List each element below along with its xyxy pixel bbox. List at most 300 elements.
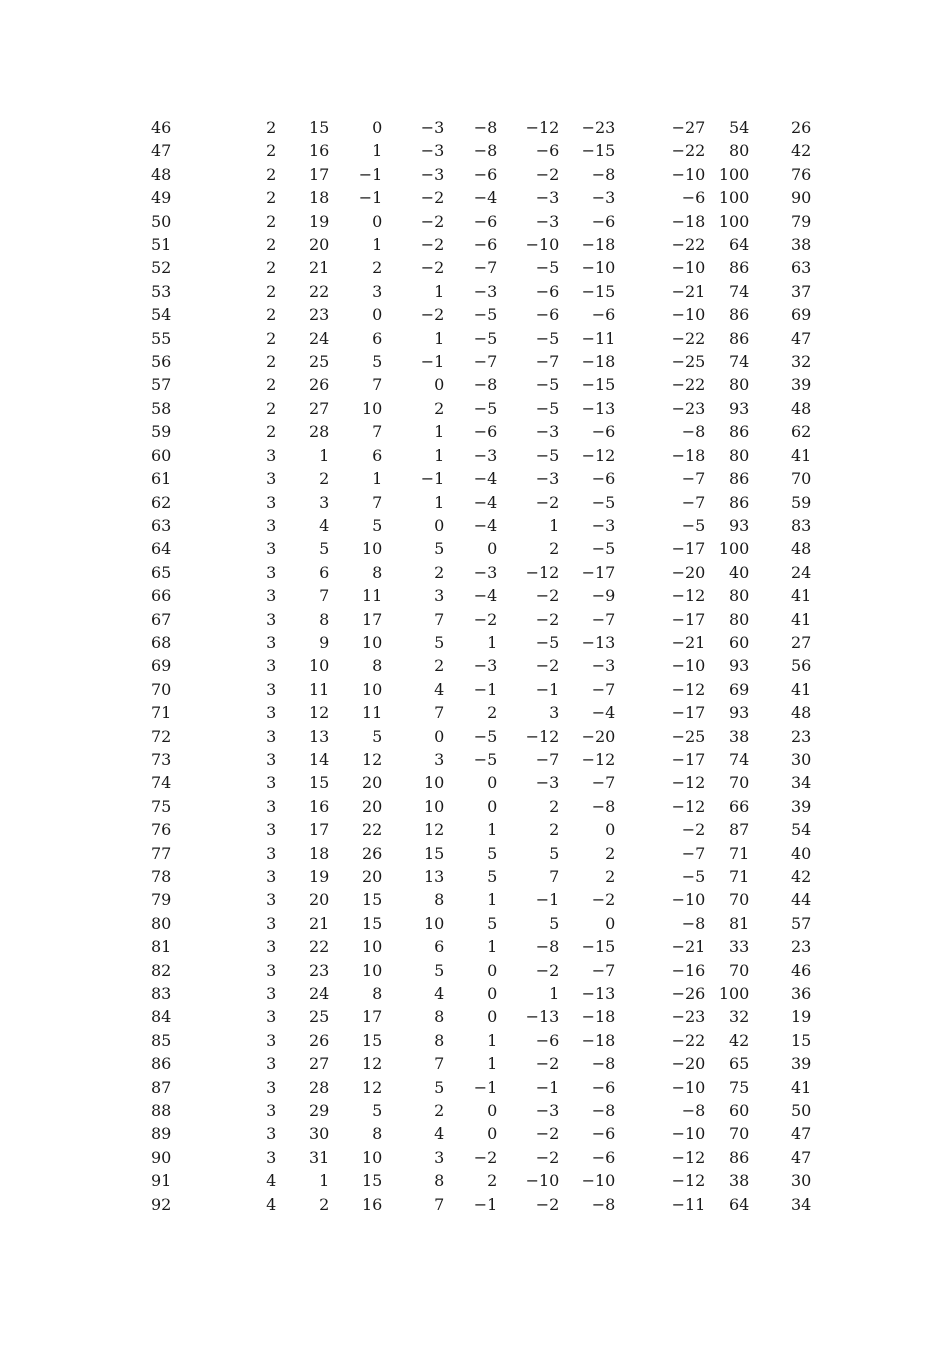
table-cell: 3: [434, 586, 445, 606]
table-cell: 2: [487, 1171, 498, 1191]
table-cell: −1: [473, 1077, 498, 1097]
table-cell: 2: [266, 422, 277, 442]
table-cell: 0: [605, 820, 616, 840]
table-cell: 38: [729, 726, 750, 746]
table-cell: 59: [151, 422, 172, 442]
table-cell: −2: [535, 609, 560, 629]
table-cell: 30: [309, 1124, 330, 1144]
table-cell: 81: [729, 913, 750, 933]
table-cell: 8: [434, 890, 445, 910]
table-cell: −2: [420, 211, 445, 231]
table-cell: 1: [434, 281, 445, 301]
table-cell: −8: [591, 1194, 616, 1214]
table-cell: −2: [535, 656, 560, 676]
table-cell: 26: [791, 118, 812, 137]
table-row: [0, 280, 811, 303]
table-cell: 12: [362, 1077, 383, 1097]
table-cell: 42: [791, 867, 812, 886]
table-cell: 3: [266, 1007, 277, 1027]
table-cell: −3: [535, 1101, 560, 1121]
table-cell: −8: [535, 937, 560, 957]
table-cell: 0: [605, 913, 616, 933]
table-cell: 70: [151, 679, 172, 699]
table-cell: 12: [362, 1054, 383, 1074]
table-cell: −12: [525, 562, 560, 582]
table-cell: 32: [791, 352, 812, 372]
table-cell: 54: [729, 118, 750, 137]
table-cell: 60: [729, 632, 750, 652]
table-cell: −1: [420, 352, 445, 372]
table-cell: −10: [671, 305, 706, 325]
table-cell: 2: [319, 469, 330, 489]
table-cell: 50: [791, 1101, 812, 1121]
table-cell: 0: [487, 1124, 498, 1144]
table-row: [0, 678, 811, 701]
table-cell: 2: [549, 796, 560, 816]
table-cell: 0: [487, 773, 498, 793]
table-cell: 1: [319, 445, 330, 465]
table-cell: 25: [309, 352, 330, 372]
table-cell: 5: [372, 726, 383, 746]
table-cell: 2: [487, 703, 498, 723]
table-cell: 46: [791, 960, 812, 980]
table-cell: 3: [372, 281, 383, 301]
table-cell: −1: [358, 164, 383, 184]
table-cell: 20: [309, 235, 330, 255]
table-cell: 93: [729, 515, 750, 535]
table-cell: 55: [151, 328, 172, 348]
table-cell: 4: [266, 1171, 277, 1191]
table-cell: 8: [434, 1007, 445, 1027]
table-cell: 80: [151, 913, 172, 933]
table-cell: −5: [473, 749, 498, 769]
table-cell: 5: [434, 539, 445, 559]
table-cell: 3: [266, 469, 277, 489]
table-cell: −3: [420, 141, 445, 161]
table-cell: −18: [671, 211, 706, 231]
table-cell: 100: [718, 539, 750, 559]
table-cell: 20: [362, 867, 383, 886]
table-cell: −12: [581, 445, 616, 465]
table-cell: −8: [681, 913, 706, 933]
table-cell: 48: [791, 703, 812, 723]
table-cell: −3: [535, 188, 560, 208]
table-cell: −13: [581, 632, 616, 652]
table-cell: 86: [729, 305, 750, 325]
table-cell: 23: [791, 937, 812, 957]
table-cell: 24: [791, 562, 812, 582]
table-cell: −2: [420, 235, 445, 255]
table-cell: 86: [729, 258, 750, 278]
table-cell: −21: [671, 281, 706, 301]
table-row: [0, 233, 811, 256]
table-cell: 3: [266, 586, 277, 606]
table-cell: 5: [372, 352, 383, 372]
table-cell: −6: [681, 188, 706, 208]
table-cell: 38: [791, 235, 812, 255]
table-cell: −18: [581, 235, 616, 255]
table-cell: 42: [729, 1030, 750, 1050]
table-cell: −6: [535, 281, 560, 301]
table-cell: 7: [434, 609, 445, 629]
table-cell: −22: [671, 141, 706, 161]
table-cell: 70: [729, 960, 750, 980]
table-cell: 69: [729, 679, 750, 699]
table-row: [0, 842, 811, 865]
table-cell: −5: [535, 375, 560, 395]
table-cell: −25: [671, 726, 706, 746]
table-cell: 1: [319, 1171, 330, 1191]
table-cell: −13: [525, 1007, 560, 1027]
table-cell: 10: [424, 773, 445, 793]
table-cell: 40: [791, 843, 812, 863]
table-cell: 3: [266, 679, 277, 699]
table-cell: −7: [591, 679, 616, 699]
table-cell: 12: [309, 703, 330, 723]
table-cell: −6: [473, 235, 498, 255]
table-row: [0, 888, 811, 911]
table-cell: 3: [266, 796, 277, 816]
table-cell: 8: [372, 1124, 383, 1144]
table-cell: −6: [591, 1147, 616, 1167]
table-row: [0, 818, 811, 841]
table-row: [0, 1029, 811, 1052]
table-cell: −3: [535, 422, 560, 442]
table-cell: 11: [362, 586, 383, 606]
table-cell: 3: [266, 1030, 277, 1050]
table-cell: 1: [487, 632, 498, 652]
table-row: [0, 865, 811, 888]
table-cell: 3: [266, 632, 277, 652]
table-cell: 91: [151, 1171, 172, 1191]
table-cell: 11: [362, 703, 383, 723]
table-cell: 1: [434, 445, 445, 465]
table-cell: 15: [362, 890, 383, 910]
table-cell: 79: [151, 890, 172, 910]
table-cell: −2: [535, 164, 560, 184]
table-cell: 30: [791, 749, 812, 769]
table-cell: −8: [591, 164, 616, 184]
table-cell: 47: [791, 328, 812, 348]
table-cell: 4: [434, 984, 445, 1004]
table-cell: 3: [266, 703, 277, 723]
table-cell: 2: [549, 539, 560, 559]
table-cell: 7: [434, 703, 445, 723]
table-cell: −17: [581, 562, 616, 582]
table-cell: 72: [151, 726, 172, 746]
table-row: [0, 116, 811, 139]
table-cell: −15: [581, 281, 616, 301]
table-cell: −12: [671, 796, 706, 816]
table-cell: 49: [151, 188, 172, 208]
table-cell: 7: [319, 586, 330, 606]
table-cell: 4: [434, 1124, 445, 1144]
table-cell: −7: [681, 492, 706, 512]
table-cell: 80: [729, 141, 750, 161]
table-cell: 6: [319, 562, 330, 582]
table-cell: 1: [487, 820, 498, 840]
table-cell: 15: [309, 118, 330, 137]
table-cell: −18: [581, 1007, 616, 1027]
table-cell: 76: [791, 164, 812, 184]
table-cell: 1: [434, 422, 445, 442]
table-cell: 11: [309, 679, 330, 699]
table-cell: 0: [434, 515, 445, 535]
table-cell: −5: [591, 539, 616, 559]
table-cell: 2: [266, 211, 277, 231]
table-cell: 23: [309, 305, 330, 325]
table-cell: −23: [671, 398, 706, 418]
table-cell: 2: [434, 398, 445, 418]
table-cell: 6: [372, 328, 383, 348]
table-cell: −5: [535, 632, 560, 652]
table-cell: −15: [581, 141, 616, 161]
table-cell: 3: [266, 937, 277, 957]
table-cell: 15: [791, 1030, 812, 1050]
table-cell: −3: [591, 188, 616, 208]
table-cell: −22: [671, 1030, 706, 1050]
table-cell: −6: [535, 1030, 560, 1050]
table-cell: −2: [535, 586, 560, 606]
table-row: [0, 327, 811, 350]
table-cell: 3: [434, 749, 445, 769]
table-cell: 3: [266, 515, 277, 535]
table-row: [0, 373, 811, 396]
table-row: [0, 748, 811, 771]
table-cell: 59: [791, 492, 812, 512]
table-cell: 38: [729, 1171, 750, 1191]
table-cell: 83: [791, 515, 812, 535]
table-cell: 18: [309, 188, 330, 208]
table-cell: 1: [549, 515, 560, 535]
table-cell: 1: [549, 984, 560, 1004]
table-cell: −3: [535, 773, 560, 793]
table-cell: 74: [729, 749, 750, 769]
table-cell: 2: [549, 820, 560, 840]
table-cell: −3: [591, 515, 616, 535]
table-cell: −2: [535, 1124, 560, 1144]
table-cell: −10: [671, 890, 706, 910]
table-cell: −23: [671, 1007, 706, 1027]
table-cell: 80: [729, 445, 750, 465]
table-cell: −21: [671, 937, 706, 957]
table-cell: 24: [309, 328, 330, 348]
table-cell: −8: [591, 796, 616, 816]
table-cell: 42: [791, 141, 812, 161]
table-cell: 77: [151, 843, 172, 863]
table-cell: −2: [473, 1147, 498, 1167]
table-cell: 2: [266, 281, 277, 301]
table-cell: 48: [151, 164, 172, 184]
table-cell: 3: [266, 609, 277, 629]
table-cell: −26: [671, 984, 706, 1004]
table-cell: 65: [729, 1054, 750, 1074]
table-cell: 90: [151, 1147, 172, 1167]
table-cell: 7: [434, 1054, 445, 1074]
table-cell: 22: [309, 937, 330, 957]
table-cell: −3: [591, 656, 616, 676]
table-cell: 0: [372, 118, 383, 137]
table-cell: 75: [151, 796, 172, 816]
table-cell: 0: [434, 375, 445, 395]
table-cell: 2: [319, 1194, 330, 1214]
table-cell: −7: [473, 352, 498, 372]
table-cell: 41: [791, 1077, 812, 1097]
table-cell: 88: [151, 1101, 172, 1121]
table-row: [0, 1193, 811, 1216]
table-cell: −2: [681, 820, 706, 840]
table-cell: 26: [362, 843, 383, 863]
table-cell: −5: [535, 445, 560, 465]
table-cell: 3: [266, 539, 277, 559]
table-cell: 13: [424, 867, 445, 886]
table-cell: −12: [671, 1171, 706, 1191]
table-cell: −3: [535, 211, 560, 231]
table-cell: −3: [473, 445, 498, 465]
table-cell: 5: [434, 632, 445, 652]
table-cell: −20: [581, 726, 616, 746]
table-cell: −6: [535, 141, 560, 161]
table-cell: −13: [581, 398, 616, 418]
table-cell: 7: [549, 867, 560, 886]
table-row: [0, 1076, 811, 1099]
table-cell: 22: [309, 281, 330, 301]
table-cell: −15: [581, 375, 616, 395]
table-cell: −10: [525, 235, 560, 255]
table-cell: 10: [362, 679, 383, 699]
table-cell: 14: [309, 749, 330, 769]
table-cell: 47: [791, 1124, 812, 1144]
table-cell: 87: [151, 1077, 172, 1097]
table-cell: 27: [791, 632, 812, 652]
table-cell: −7: [473, 258, 498, 278]
table-cell: 29: [309, 1101, 330, 1121]
table-cell: 4: [319, 515, 330, 535]
table-cell: 86: [151, 1054, 172, 1074]
table-cell: 86: [729, 328, 750, 348]
table-cell: −4: [473, 188, 498, 208]
table-cell: 0: [487, 539, 498, 559]
table-cell: −10: [525, 1171, 560, 1191]
table-cell: 9: [319, 632, 330, 652]
table-cell: −2: [420, 188, 445, 208]
table-cell: 2: [266, 141, 277, 161]
table-cell: 7: [372, 422, 383, 442]
table-row: [0, 139, 811, 162]
table-cell: 1: [487, 890, 498, 910]
table-row: [0, 912, 811, 935]
table-cell: 20: [362, 773, 383, 793]
table-cell: 75: [729, 1077, 750, 1097]
table-cell: 80: [729, 586, 750, 606]
table-cell: −7: [591, 609, 616, 629]
table-cell: 6: [434, 937, 445, 957]
table-cell: 56: [791, 656, 812, 676]
table-cell: 0: [487, 1101, 498, 1121]
table-cell: 5: [372, 515, 383, 535]
table-cell: −3: [473, 562, 498, 582]
table-cell: 0: [487, 984, 498, 1004]
table-cell: −5: [591, 492, 616, 512]
table-cell: 10: [424, 796, 445, 816]
table-cell: −4: [473, 586, 498, 606]
table-cell: −10: [671, 164, 706, 184]
table-cell: 16: [362, 1194, 383, 1214]
table-cell: 26: [309, 1030, 330, 1050]
table-cell: 5: [549, 843, 560, 863]
table-cell: 70: [791, 469, 812, 489]
table-cell: 68: [151, 632, 172, 652]
table-cell: 17: [309, 820, 330, 840]
table-row: [0, 771, 811, 794]
table-cell: 74: [151, 773, 172, 793]
table-row: [0, 467, 811, 490]
table-cell: −5: [535, 258, 560, 278]
table-row: [0, 561, 811, 584]
table-row: [0, 537, 811, 560]
table-cell: 7: [434, 1194, 445, 1214]
table-cell: −17: [671, 703, 706, 723]
table-row: [0, 608, 811, 631]
table-row: [0, 1122, 811, 1145]
table-cell: 69: [151, 656, 172, 676]
table-row: [0, 584, 811, 607]
table-row: [0, 654, 811, 677]
table-cell: 15: [362, 1030, 383, 1050]
table-cell: −3: [473, 656, 498, 676]
table-cell: −12: [671, 1147, 706, 1167]
table-cell: 66: [729, 796, 750, 816]
table-cell: −8: [473, 141, 498, 161]
table-cell: −12: [525, 118, 560, 137]
table-cell: 6: [372, 445, 383, 465]
table-cell: 33: [729, 937, 750, 957]
table-cell: 2: [266, 258, 277, 278]
table-cell: 1: [372, 141, 383, 161]
table-cell: −5: [535, 328, 560, 348]
table-cell: 37: [791, 281, 812, 301]
table-row: [0, 1052, 811, 1075]
table-cell: −3: [420, 164, 445, 184]
table-cell: 100: [718, 211, 750, 231]
table-row: [0, 444, 811, 467]
table-cell: 92: [151, 1194, 172, 1214]
table-cell: −20: [671, 1054, 706, 1074]
table-cell: 30: [791, 1171, 812, 1191]
table-cell: 63: [791, 258, 812, 278]
table-row: [0, 210, 811, 233]
table-cell: −7: [591, 960, 616, 980]
table-cell: 1: [434, 492, 445, 512]
table-cell: 74: [729, 281, 750, 301]
table-cell: −2: [420, 305, 445, 325]
table-cell: 8: [372, 984, 383, 1004]
table-cell: −1: [358, 188, 383, 208]
table-cell: 3: [266, 773, 277, 793]
table-cell: 0: [434, 726, 445, 746]
table-cell: −6: [591, 422, 616, 442]
table-cell: −5: [535, 398, 560, 418]
data-table: [0, 116, 811, 1216]
table-cell: 15: [362, 1171, 383, 1191]
table-cell: −1: [535, 679, 560, 699]
table-cell: 27: [309, 398, 330, 418]
table-cell: −18: [581, 352, 616, 372]
table-cell: 58: [151, 398, 172, 418]
table-cell: 86: [729, 422, 750, 442]
table-cell: 90: [791, 188, 812, 208]
table-cell: 2: [266, 235, 277, 255]
